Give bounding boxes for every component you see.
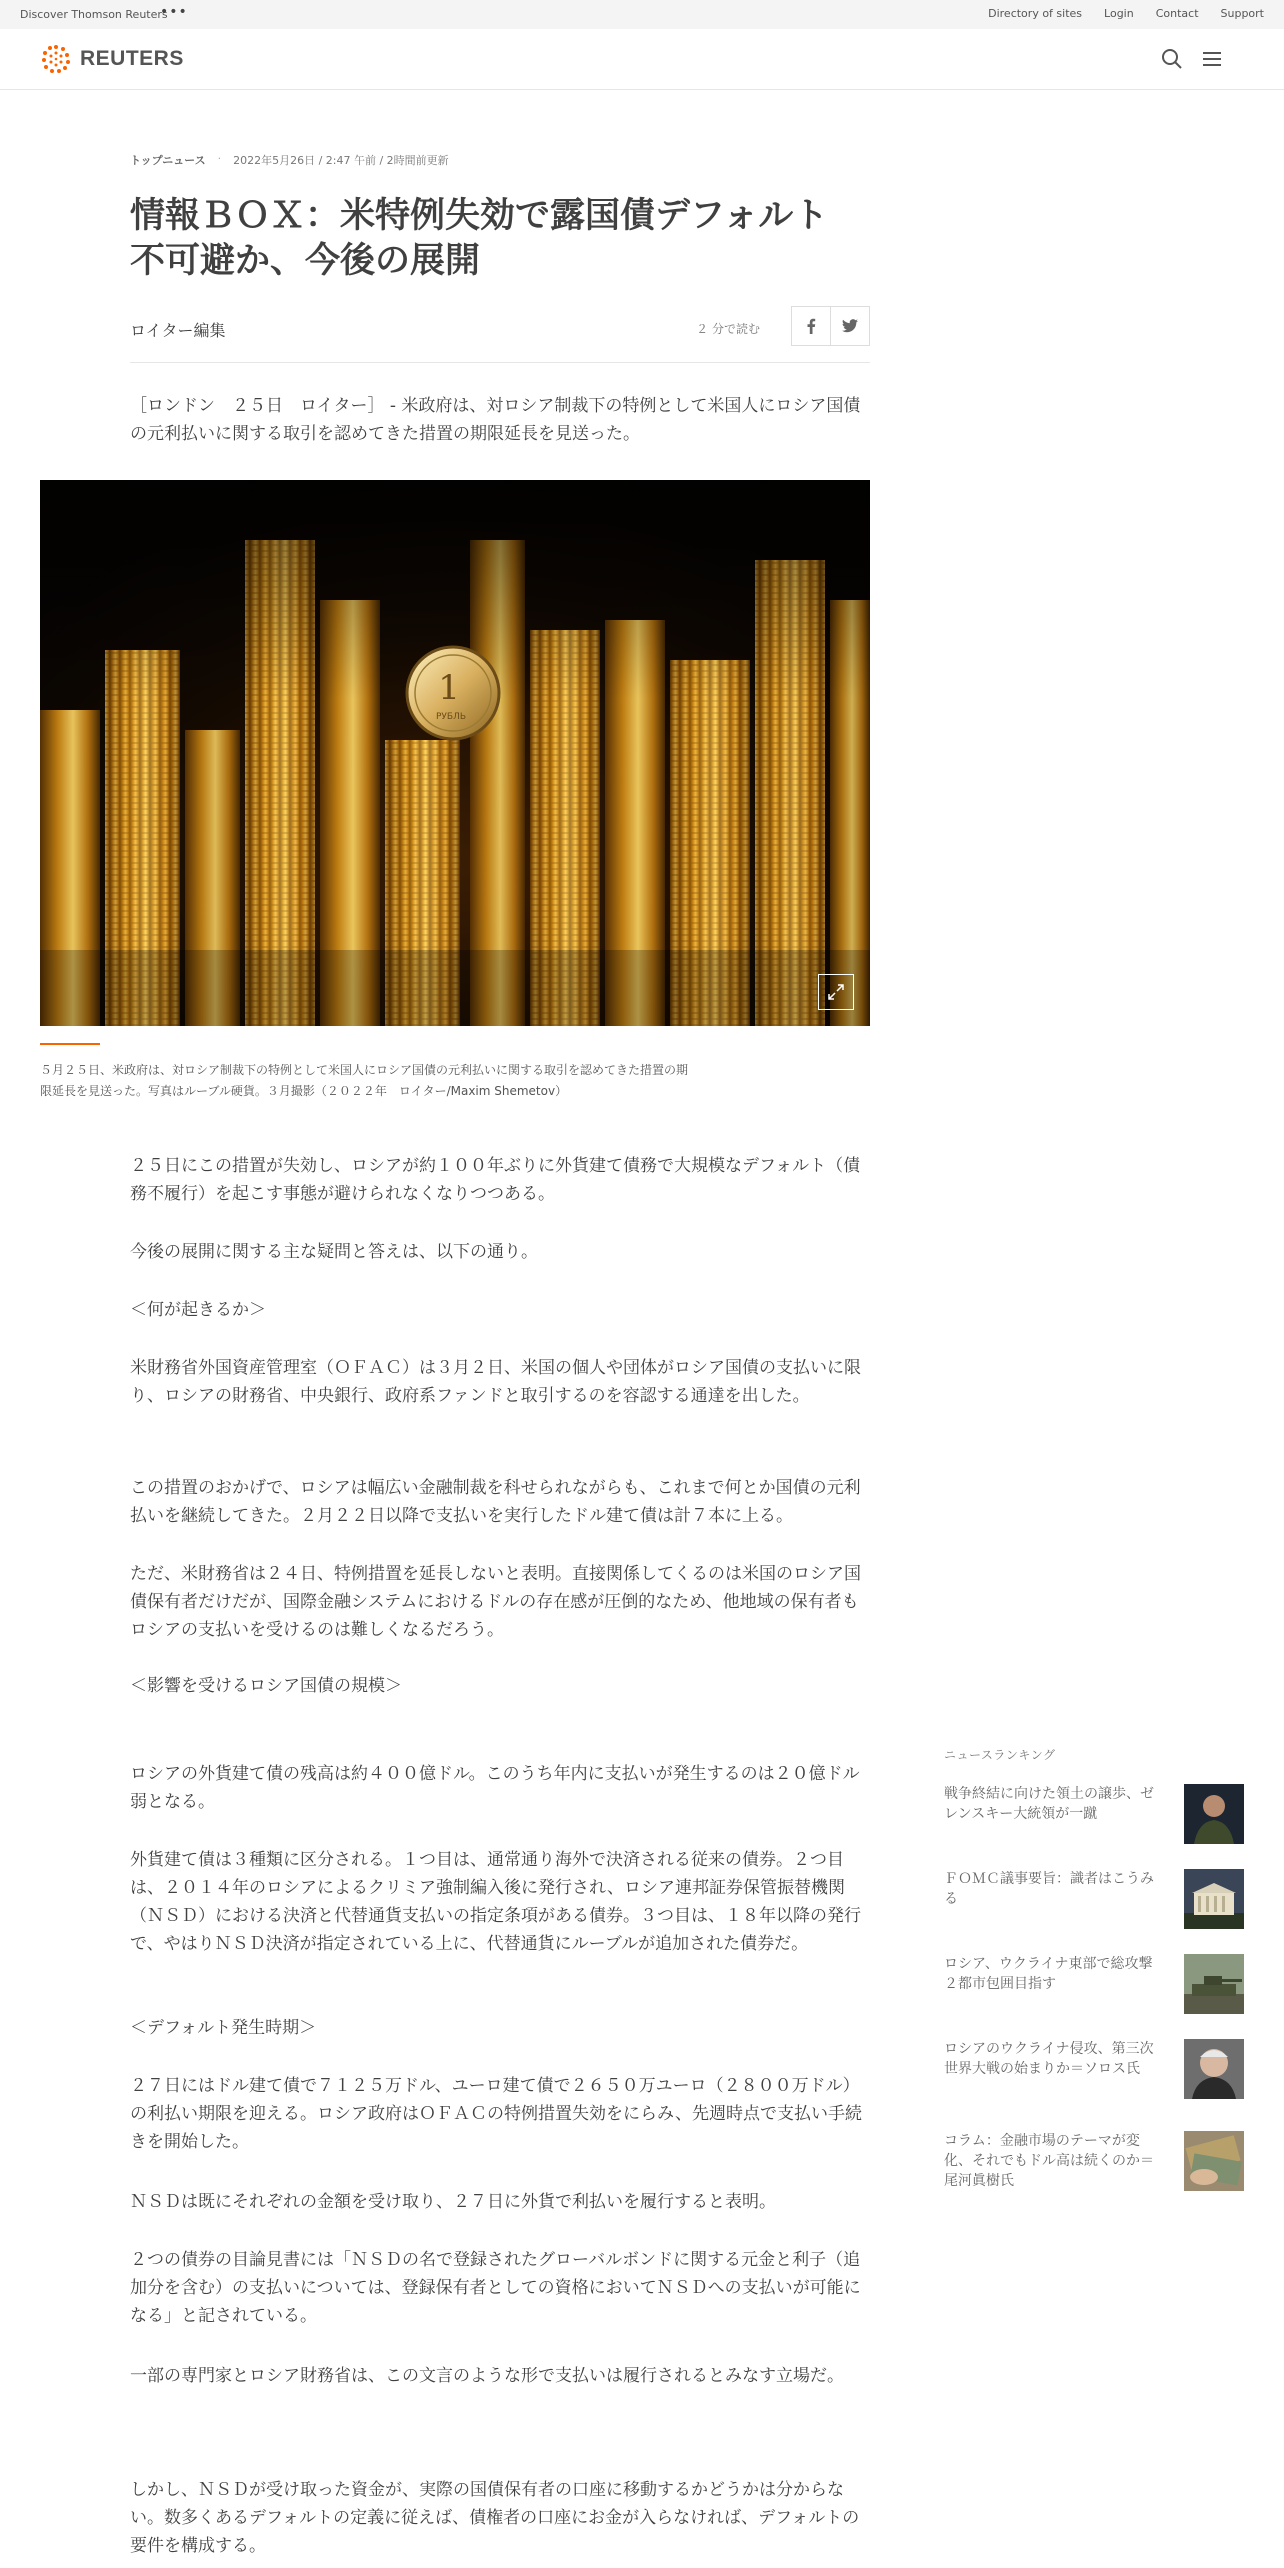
- read-time: ２ 分で読む: [696, 322, 760, 336]
- header-actions: [1160, 47, 1224, 71]
- ranking-item-headline[interactable]: コラム：金融市場のテーマが変化、それでもドル高は続くのか＝尾河眞樹氏: [944, 2133, 1154, 2189]
- menu-icon[interactable]: [1200, 47, 1224, 71]
- ranking-thumbnail[interactable]: [1184, 2039, 1244, 2099]
- share-buttons: [791, 306, 870, 346]
- paragraph: ＮＳＤは既にそれぞれの金額を受け取り、２７日に外貨で利払いを履行すると表明。: [130, 2192, 776, 2212]
- page-title: [130, 194, 870, 284]
- photo-caption: ５月２５日、米政府は、対ロシア制裁下の特例として米国人にロシア国債の元利払いに関する取引を認めてきた措置の期限延長を見送った。写真はルーブル硬貨。３月撮影（２０２２年 ロイター/Maxim Shemetov）: [40, 1063, 689, 1098]
- title-line-2: 不可避か、今後の展開: [130, 241, 481, 281]
- twitter-share-button[interactable]: [831, 306, 870, 346]
- ranking-thumbnail[interactable]: [1184, 1784, 1244, 1844]
- subheading: ＜何が起きるか＞: [130, 1300, 266, 1320]
- login-link[interactable]: Login: [1104, 7, 1134, 20]
- paragraph: ただ、米財務省は２４日、特例措置を延長しないと表明。直接関係してくるのは米国のロシア国債保有者だけだが、国際金融システムにおけるドルの存在感が圧倒的なため、他地域の保有者もロシアの支払いを受けるのは難しくなるだろう。: [130, 1564, 861, 1640]
- directory-link[interactable]: Directory of sites: [988, 7, 1083, 20]
- ranking-item-headline[interactable]: 戦争終結に向けた領土の譲歩、ゼレンスキー大統領が一蹴: [944, 1786, 1154, 1822]
- caption-accent-rule: [40, 1043, 100, 1045]
- ranking-item[interactable]: [944, 2039, 1244, 2099]
- section-link[interactable]: トップニュース: [130, 154, 206, 167]
- expand-icon: [827, 983, 845, 1001]
- paragraph: ２５日にこの措置が失効し、ロシアが約１００年ぶりに外貨建て債務で大規模なデフォルト（債務不履行）を起こす事態が避けられなくなりつつある。: [130, 1156, 861, 1204]
- portrait-thumbnail-image: [1184, 2039, 1244, 2099]
- paragraph: しかし、ＮＳＤが受け取った資金が、実際の国債保有者の口座に移動するかどうかは分からない。数多くあるデフォルトの定義に従えば、債権者の口座にお金が入らなければ、デフォルトの要件を構成する。: [130, 2480, 860, 2556]
- building-thumbnail-image: [1184, 1869, 1244, 1929]
- title-line-1: 情報ＢＯＸ：米特例失効で露国債デフォルト: [130, 196, 829, 236]
- reuters-logo[interactable]: [40, 43, 184, 75]
- ranking-item[interactable]: [944, 1784, 1244, 1844]
- news-ranking-title: ニュースランキング: [944, 1748, 1056, 1762]
- meta-divider: ·: [217, 152, 222, 165]
- paragraph: この措置のおかげで、ロシアは幅広い金融制裁を科せられながらも、これまで何とか国債の元利払いを継続してきた。２月２２日以降で支払いを実行したドル建て債は計７本に上る。: [130, 1478, 861, 1526]
- utility-bar: [0, 0, 1284, 29]
- ranking-item-headline[interactable]: ロシアのウクライナ侵攻、第三次世界大戦の始まりか＝ソロス氏: [944, 2041, 1154, 2077]
- facebook-share-button[interactable]: [791, 306, 831, 346]
- tank-thumbnail-image: [1184, 1954, 1244, 2014]
- article-date: 2022年5月26日 / 2:47 午前 / 2時間前更新: [233, 154, 449, 167]
- paragraph: 今後の展開に関する主な疑問と答えは、以下の通り。: [130, 1242, 538, 1262]
- ranking-thumbnail[interactable]: [1184, 1954, 1244, 2014]
- subheading: ＜デフォルト発生時期＞: [130, 2018, 317, 2038]
- article-meta: [130, 152, 449, 168]
- ranking-item-headline[interactable]: ＦＯＭＣ議事要旨：識者はこうみる: [944, 1871, 1154, 1907]
- ranking-item[interactable]: [944, 1869, 1244, 1929]
- paragraph: 一部の専門家とロシア財務省は、この文言のような形で支払いは履行されるとみなす立場だ。: [130, 2366, 844, 2386]
- ranking-thumbnail[interactable]: [1184, 2131, 1244, 2191]
- paragraph: ロシアの外貨建て債の残高は約４００億ドル。このうち年内に支払いが発生するのは２０億ドル弱となる。: [130, 1764, 860, 1812]
- paragraph: ２つの債券の目論見書には「ＮＳＤの名で登録されたグローバルボンドに関する元金と利子（追加分を含む）の支払いについては、登録保有者としての資格においてＮＳＤへの支払いが可能になる」と記されている。: [130, 2250, 861, 2326]
- expand-image-button[interactable]: [818, 974, 854, 1010]
- portrait-thumbnail-image: [1184, 1784, 1244, 1844]
- byline: ロイター編集: [130, 321, 226, 340]
- byline-row: [130, 306, 870, 363]
- article-lead: ［ロンドン ２５日 ロイター］ - 米政府は、対ロシア制裁下の特例として米国人にロシア国債の元利払いに関する取引を認めてきた措置の期限延長を見送った。: [130, 396, 861, 444]
- ranking-item[interactable]: [944, 2131, 1244, 2191]
- ranking-item[interactable]: [944, 1954, 1244, 2014]
- facebook-icon: [806, 318, 816, 334]
- paragraph: 米財務省外国資産管理室（ＯＦＡＣ）は３月２日、米国の個人や団体がロシア国債の支払いに限り、ロシアの財務省、中央銀行、政府系ファンドと取引するのを容認する通達を出した。: [130, 1358, 861, 1406]
- more-icon[interactable]: •••: [160, 4, 188, 20]
- article-photo[interactable]: [40, 480, 870, 1026]
- paragraph: ２７日にはドル建て債で７１２５万ドル、ユーロ建て債で２６５０万ユーロ（２８００万ドル）の利払い期限を迎える。ロシア政府はＯＦＡＣの特例措置失効をにらみ、先週時点で支払い手続きを開始した。: [130, 2076, 863, 2152]
- paragraph: 外貨建て債は３種類に区分される。１つ目は、通常通り海外で決済される従来の債券。２つ目は、２０１４年のロシアによるクリミア強制編入後に発行され、ロシア連邦証券保管振替機関（ＮＳＤ）における決済と代替通貨支払いの指定条項がある債券。３つ目は、１８年以降の発行で、やはりＮＳＤ決済が指定されている上に、代替通貨にルーブルが追加された債券だ。: [130, 1850, 861, 1954]
- search-icon[interactable]: [1160, 47, 1184, 71]
- svg-text:1: 1: [438, 668, 460, 708]
- svg-text:РУБЛЬ: РУБЛЬ: [435, 712, 467, 722]
- subheading: ＜影響を受けるロシア国債の規模＞: [130, 1676, 402, 1696]
- contact-link[interactable]: Contact: [1155, 7, 1199, 20]
- ranking-item-headline[interactable]: ロシア、ウクライナ東部で総攻撃 ２都市包囲目指す: [944, 1956, 1167, 1992]
- logo-wordmark: REUTERS: [80, 47, 184, 70]
- reuters-logo-mark-icon: [40, 43, 72, 75]
- ruble-coins-image: [40, 480, 870, 1026]
- discover-link[interactable]: Discover Thomson Reuters: [20, 8, 168, 21]
- currency-thumbnail-image: [1184, 2131, 1244, 2191]
- utility-links: [988, 7, 1264, 20]
- site-header: [0, 29, 1284, 90]
- support-link[interactable]: Support: [1220, 7, 1264, 20]
- ranking-thumbnail[interactable]: [1184, 1869, 1244, 1929]
- twitter-icon: [842, 319, 858, 333]
